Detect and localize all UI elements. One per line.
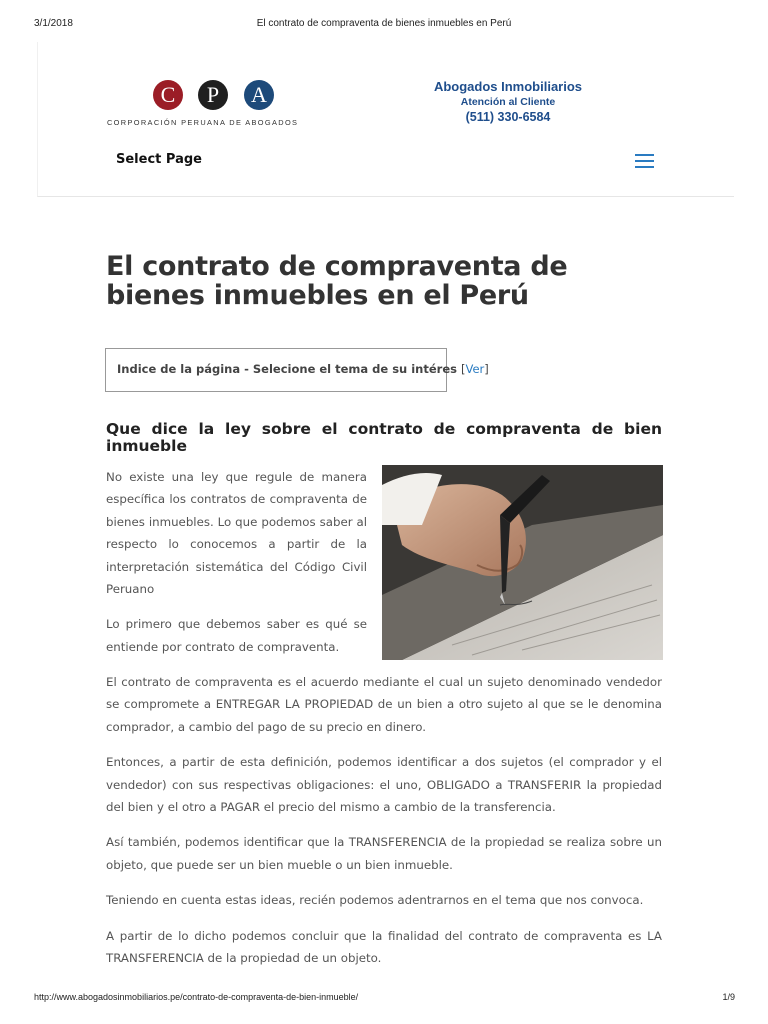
print-date: 3/1/2018 [34,18,73,29]
section-heading: Que dice la ley sobre el contrato de compraventa de bien inmueble [106,420,662,455]
contact-block [418,79,598,125]
hamburger-line [635,166,654,168]
intro-text [106,466,367,671]
hamburger-line [635,154,654,156]
hand-with-pen-illustration [382,465,663,660]
paragraph: Lo primero que debemos saber es qué se entiende por contrato de compraventa. [106,617,367,654]
logo-tagline[interactable]: CORPORACIÓN PERUANA DE ABOGADOS [107,118,299,127]
paragraph: Entonces, a partir de esta definición, podemos identificar a dos sujetos (el comprador y el vendedor) con sus respectivas obligaciones: el uno, OBLIGADO a TRANSFERIR la propiedad del bien y el otro a PAGAR el precio del mismo a cambio de la transferencia. [106,755,662,815]
paragraph: A partir de lo dicho podemos concluir que la finalidad del contrato de compraventa es LA TRANSFERENCIA de la propiedad de un objeto. [106,928,662,966]
page-number: 1/9 [722,992,735,1002]
site-header [37,42,734,197]
toc-title-text: Indice de la página - Selecione el tema de su intéres [117,362,457,376]
contact-heading: Abogados Inmobiliarios [433,79,583,94]
paragraph: No existe una ley que regule de manera específica los contratos de compraventa de bienes inmuebles. Lo que podemos saber al respecto lo conocemos a partir de la interpretación sistemática del Código Civil Peruano [106,470,367,597]
page-title: El contrato de compraventa de bienes inmuebles en el Perú [106,251,568,311]
contact-subheading: Atención al Cliente [460,96,556,108]
print-header [0,18,768,32]
toc-toggle-link[interactable]: Ver [465,362,485,376]
select-page-label[interactable]: Select Page [116,152,202,167]
article-body [106,671,662,982]
contact-phone[interactable]: (511) 330-6584 [465,110,551,124]
print-url: http://www.abogadosinmobiliarios.pe/contrato-de-compraventa-de-bien-inmueble/ [34,992,359,1002]
logo-letter-c[interactable]: C [153,80,183,110]
logo-letter-p[interactable]: P [198,80,228,110]
hamburger-line [635,160,654,162]
paragraph: El contrato de compraventa es el acuerdo mediante el cual un sujeto denominado vendedor se compromete a ENTREGAR LA PROPIEDAD de un bien a otro sujeto al que se le denomina comprador, a cambio del pago de su precio en dinero. [106,675,662,734]
toc-title [117,362,489,376]
paragraph: Teniendo en cuenta estas ideas, recién podemos adentrarnos en el tema que nos convoca. [106,893,644,908]
print-document-title: El contrato de compraventa de bienes inmuebles en Perú [256,18,512,29]
toc-toggle [461,362,489,376]
hand-signing-contract-image [382,465,663,660]
table-of-contents [105,348,489,392]
paragraph: Así también, podemos identificar que la TRANSFERENCIA de la propiedad se realiza sobre un objeto, que puede ser un bien mueble o un bien inmueble. [106,835,662,872]
toc-bracket-close: ] [484,362,489,376]
toc-bracket-open: [ [460,362,466,376]
logo-letter-a[interactable]: A [244,80,274,110]
hamburger-menu-icon[interactable] [635,153,655,169]
print-footer [0,992,768,1006]
